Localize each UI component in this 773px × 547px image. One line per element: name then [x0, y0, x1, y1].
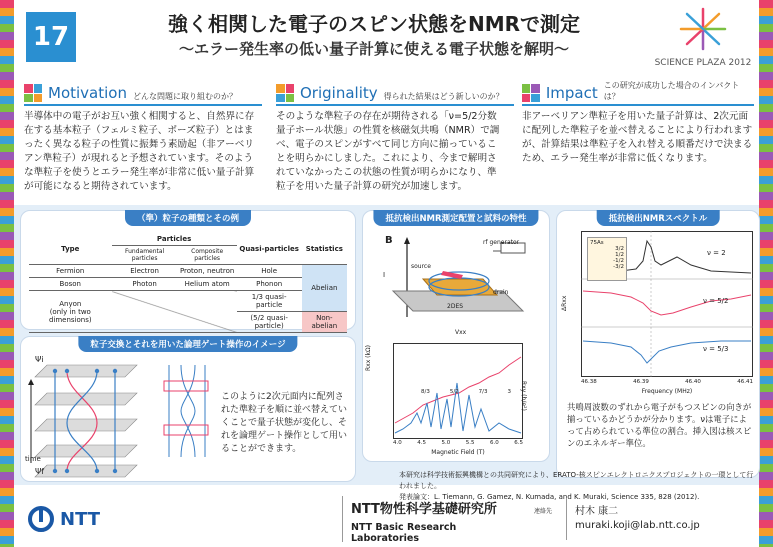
nucleus-label: 75As: [590, 240, 604, 246]
originality-header: [276, 82, 514, 106]
cell-quasi: 1/3 quasi-particle: [237, 291, 302, 312]
x-tick: 6.0: [490, 440, 499, 446]
source-label: source: [411, 263, 431, 270]
table-row: [29, 265, 347, 278]
motivation-question: どんな問題に取り組むのか？: [132, 92, 237, 101]
left-stripe: [0, 0, 14, 547]
impact-mark-icon: [522, 84, 540, 102]
frac-label: 5/2: [449, 389, 459, 395]
gate-caption: このように2次元面内に配列された準粒子を順に並べ替えていくことで量子状態が変化し、それを論理ゲート操作として用いることができます。: [221, 392, 348, 454]
level-label: 3/2: [615, 246, 624, 252]
x-tick: 5.0: [441, 440, 451, 446]
cell-quasi: Hole: [237, 265, 302, 278]
spectrum-x-ticks: [581, 379, 753, 385]
x-axis-label: Magnetic Field (T): [431, 449, 485, 456]
y-left-label: Rxx (kΩ): [365, 345, 372, 371]
footnote-line2: 発表論文：L. Tiemann, G. Gamez, N. Kumada, and K. Muraki, Science 335, 828 (2012).: [399, 493, 700, 501]
x-tick: 46.39: [633, 379, 649, 385]
level-label: 1/2: [615, 252, 624, 258]
science-plaza-logo: [653, 6, 753, 72]
motivation-text: 半導体中の電子がお互い強く相関すると、自然界に存在する基本粒子（フェルミ粒子、ボーズ粒子）とはまったく異なる粒子の性質に振舞う素励起（非アーベリアン準粒子）が現れると予想されています。そのような準粒子を使うとエラー発生率が非常に低い量子計算が可能になると期待されています。: [24, 111, 255, 192]
th-type: Type: [29, 233, 112, 265]
th-fundamental: Fundamental particles: [112, 246, 178, 265]
org-en: NTT Basic Research Laboratories: [351, 522, 457, 544]
table-row: [29, 291, 347, 312]
org-block: [342, 496, 512, 542]
particle-table: [29, 233, 347, 333]
nu-label: ν = 2: [707, 249, 726, 257]
i-label: I: [383, 271, 386, 279]
nmr-setup-title: 抵抗検出NMR測定配置と試料の特性: [373, 210, 538, 226]
poster-number: 17: [26, 12, 76, 62]
gate-panel: [20, 336, 356, 482]
psi-i-label: Ψi: [35, 355, 44, 364]
poster-body: [14, 0, 759, 547]
level-label: -1/2: [613, 258, 624, 264]
rf-label: rf generator: [483, 239, 520, 246]
impact-header: [522, 82, 754, 106]
particle-table-title: （準）粒子の種類とその例: [125, 210, 251, 226]
org-ja: NTT物性科学基礎研究所: [351, 502, 497, 517]
ntt-logo: [28, 506, 100, 532]
cell-abelian: Abelian: [302, 265, 347, 312]
ntt-wordmark: NTT: [60, 508, 101, 530]
cell-comp: Proton, neutron: [178, 265, 237, 278]
motivation-heading: Motivation: [48, 84, 127, 102]
spectrum-caption: 共鳴周波数のずれから電子がもつスピンの向きが揃っているかどうかが分かります。νは電子によって占められている準位の割合。挿入図は核スピンのエネルギー準位。: [567, 402, 752, 448]
contact-block: [566, 498, 754, 540]
page-title: 強く相関した電子のスピン状態をNMRで測定: [167, 12, 581, 36]
cell-anyon: [29, 291, 112, 333]
v-label: Vxx: [455, 329, 467, 336]
table-row: [29, 278, 347, 291]
contact-name: 村木 康二: [575, 506, 619, 517]
right-stripe: [759, 0, 773, 547]
frac-label: 8/3: [421, 389, 430, 395]
cell-fund: Photon: [112, 278, 178, 291]
spectrum-x-axis-label: Frequency (MHz): [641, 388, 693, 395]
sample-label: 2DES: [447, 303, 464, 310]
x-tick: 46.40: [685, 379, 701, 385]
cell-type: Boson: [29, 278, 112, 291]
nu-label: ν = 5/3: [703, 345, 729, 353]
x-ticks: [393, 440, 523, 446]
logo-text: SCIENCE PLAZA 2012: [654, 58, 752, 68]
nmr-spectrum-title: 抵抗検出NMRスペクトル: [597, 210, 720, 226]
originality-text: そのような準粒子の存在が期待される「ν=5/2分数量子ホール状態」の性質を核磁気共鳴（NMR）で調べ、電子のスピンがすべて同じ方向に揃っていることを明らかにしました。これにより、今まで解明されていなかったこの状態の性質が明らかになり、準粒子を用いた量子計算の研究が加速します。: [276, 111, 500, 192]
x-tick: 5.5: [465, 440, 475, 446]
energy-level-inset: [587, 237, 627, 281]
y-right-label: Rxy (h/e²): [520, 381, 527, 411]
impact-heading: Impact: [545, 84, 598, 102]
x-tick: 4.5: [417, 440, 426, 446]
fraction-labels: [421, 389, 511, 395]
nu-label: ν = 5/2: [703, 297, 729, 305]
cell-quasi: Phonon: [237, 278, 302, 291]
anyon-label: Anyon: [59, 299, 82, 308]
impact-text: 非アーベリアン準粒子を用いた量子計算は、2次元面に配列した準粒子を並べ替えることにより行われますが、計算結果は準粒子を入れ替える順番だけで決まるため、エラー発生率が非常に低くなります。: [522, 111, 753, 164]
th-statistics: Statistics: [302, 233, 347, 265]
nmr-spectrum-panel: [556, 210, 760, 478]
contact-label: 連絡先: [534, 508, 553, 515]
page-subtitle: ～エラー発生率の低い量子計算に使える電子状態を解明～: [178, 40, 569, 58]
contact-email[interactable]: muraki.koji@lab.ntt.co.jp: [575, 520, 700, 531]
frac-label: 7/3: [478, 389, 488, 395]
th-composite: Composite particles: [178, 246, 237, 265]
anyon-note: (only in two dimensions): [48, 307, 92, 324]
cell-nonabelian: Non-abelian: [302, 312, 347, 333]
x-tick: 46.38: [581, 379, 597, 385]
gate-title: 粒子交換とそれを用いた論理ゲート操作のイメージ: [78, 336, 297, 352]
footnote-line1: 本研究は科学技術振興機構との共同研究により、ERATO-核スピンエレクトロニクスプロジェクトの一環として行われました。: [399, 471, 754, 490]
frac-label: 3: [507, 389, 511, 395]
braid-diagram: [27, 353, 157, 481]
cell-empty: [112, 291, 237, 333]
ntt-ring-icon: [28, 506, 54, 532]
cell-quasi: (5/2 quasi-particle): [237, 312, 302, 333]
spectrum-y-label: ΔRxx: [561, 295, 568, 311]
footer: [14, 492, 759, 547]
originality-mark-icon: [276, 84, 294, 102]
x-tick: 6.5: [514, 440, 523, 446]
cell-comp: Helium atom: [178, 278, 237, 291]
impact-question: この研究が成功した場合のインパクトは？: [603, 81, 740, 101]
setup-illustration: [373, 231, 543, 341]
cell-type: Fermion: [29, 265, 112, 278]
x-tick: 4.0: [393, 440, 402, 446]
x-tick: 46.41: [737, 379, 753, 385]
starburst-icon: [673, 6, 733, 52]
motivation-header: [24, 82, 262, 106]
particle-table-panel: [20, 210, 356, 330]
gate-diagram: [161, 361, 211, 461]
drain-label: drain: [493, 289, 509, 296]
originality-heading: Originality: [300, 84, 378, 102]
th-particles: Particles: [112, 233, 237, 246]
motivation-mark-icon: [24, 84, 42, 102]
nmr-setup-panel: [362, 210, 550, 462]
cell-fund: Electron: [112, 265, 178, 278]
time-label: time: [25, 455, 41, 463]
level-label: -3/2: [613, 264, 624, 270]
originality-question: 得られた結果はどう新しいのか？: [383, 92, 504, 101]
th-quasi: Quasi-particles: [237, 233, 302, 265]
psi-f-label: Ψf: [35, 467, 45, 476]
b-label: B: [385, 235, 393, 246]
